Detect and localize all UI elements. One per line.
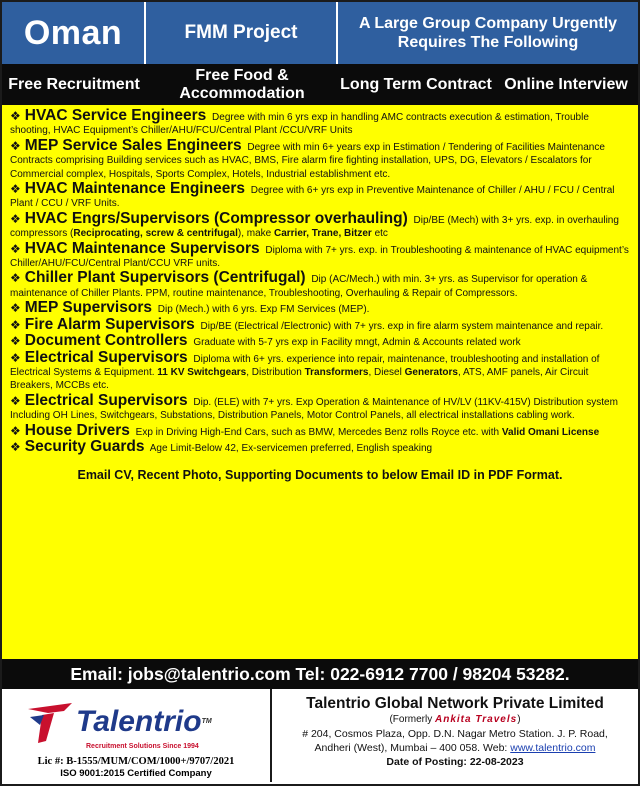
diamond-bullet-icon: ❖ <box>10 439 21 454</box>
job-description: , Diesel <box>368 366 405 378</box>
company-name: Talentrio Global Network Private Limited <box>306 695 604 712</box>
job-listing <box>10 136 630 181</box>
logo-wordmark-text: Talentrio <box>76 705 202 738</box>
company-address <box>272 727 638 755</box>
job-title: HVAC Service Engineers <box>24 107 207 124</box>
formerly-line <box>272 714 638 725</box>
benefit-online-interview: Online Interview <box>504 75 628 93</box>
email-instruction: Email CV, Recent Photo, Supporting Documents to below Email ID in PDF Format. <box>77 468 563 483</box>
job-description: Dip (AC/Mech.) with min. 3+ yrs. as Supervisor for operation & maintenance of Chiller Plants. PPM, routine maintenance, Troubleshooting, Overhauling & Repair of Compressors. <box>10 274 588 299</box>
website-link[interactable]: www.talentrio.com <box>510 742 596 754</box>
job-listing <box>10 315 630 333</box>
job-title: Security Guards <box>24 437 145 455</box>
job-title: Document Controllers <box>24 332 188 350</box>
diamond-bullet-icon: ❖ <box>10 317 21 332</box>
job-listing <box>10 437 630 455</box>
diamond-bullet-icon: ❖ <box>10 211 21 226</box>
job-description: Age Limit-Below 42, Ex-servicemen preferred, English speaking <box>149 442 433 454</box>
talentrio-logo-icon <box>24 699 76 745</box>
job-description: Degree with min 6+ years exp in Estimation / Tendering of Facilities Maintenance Contracts comprising Building services such as HVAC, BMS, Fire alarm fire fighting installation, UPS, DG, Elevators / Escalators for Commercial complex, Hospitals, Sports Complex, Hotels, Industrial establishment etc. <box>10 141 605 180</box>
job-listing <box>10 301 630 316</box>
license-number: Lic #: B-1555/MUM/COM/1000+/9707/2021 <box>37 756 235 767</box>
job-description: Dip/BE (Mech) with 3+ yrs. exp. in overhauling compressors ( <box>10 214 619 240</box>
job-listing <box>10 239 630 271</box>
job-listing <box>10 109 630 138</box>
country-title: Oman <box>2 2 146 64</box>
job-title: MEP Supervisors <box>24 299 152 317</box>
diamond-bullet-icon: ❖ <box>10 271 21 286</box>
trademark-symbol: TM <box>201 718 212 725</box>
job-title: Electrical Supervisors <box>24 348 188 366</box>
formerly-prefix: (Formerly <box>389 714 436 725</box>
job-listing <box>10 209 630 241</box>
switchgear-spec: 11 KV Switchgears <box>157 366 247 378</box>
footer <box>2 689 638 782</box>
job-listing <box>10 182 630 211</box>
job-description: Dip (Mech.) with 6 yrs. Exp FM Services (MEP). <box>157 304 370 316</box>
job-description: Diploma with 6+ yrs. experience into repair, maintenance, troubleshooting and installation of Electrical Systems & Equipment. <box>10 353 600 378</box>
job-description: Exp in Driving High-End Cars, such as BMW, Mercedes Benz rolls Royce etc. with <box>135 426 502 438</box>
job-description: Degree with 6+ yrs exp in Preventive Maintenance of Chiller / AHU / FCU / Central Plant / CCU / VRF Units. <box>10 185 615 210</box>
job-description: , Distribution <box>246 366 305 378</box>
footer-left <box>2 689 272 782</box>
benefit-free-recruitment: Free Recruitment <box>8 75 140 93</box>
license-requirement: Valid Omani License <box>501 426 600 438</box>
job-description: Dip. (ELE) with 7+ yrs. Exp Operation & Maintenance of HV/LV (11KV-415V) Distribution system Including OH Lines, Switchgears, Substations, Distribution Panels, Motor Control Panels, all electrical installations cabling work. <box>10 396 618 422</box>
posting-date: Date of Posting: 22-08-2023 <box>386 756 524 768</box>
benefit-long-term-contract: Long Term Contract <box>340 75 492 93</box>
job-description: Diploma with 7+ yrs. exp. in Troubleshooting & maintenance of HVAC equipment’s Chiller/AHU/FCU/Central Plant/CCU VRF units. <box>10 244 629 270</box>
address-line-2: Andheri (West), Mumbai – 400 058. Web: <box>314 742 511 754</box>
diamond-bullet-icon: ❖ <box>10 109 21 123</box>
diamond-bullet-icon: ❖ <box>10 301 21 316</box>
job-listing <box>10 334 630 349</box>
logo-wordmark <box>76 707 212 737</box>
company-logo <box>2 689 270 745</box>
contact-bar: Email: jobs@talentrio.com Tel: 022-6912 7700 / 98204 53282. <box>2 659 638 689</box>
job-listing <box>10 348 630 393</box>
footer-right <box>272 689 638 782</box>
benefits-row <box>2 64 638 105</box>
diamond-bullet-icon: ❖ <box>10 423 21 438</box>
job-title: Fire Alarm Supervisors <box>24 315 195 333</box>
job-title: HVAC Engrs/Supervisors (Compressor overhauling) <box>24 209 408 227</box>
job-description: etc <box>371 228 388 240</box>
header <box>2 2 638 64</box>
iso-certification: ISO 9001:2015 Certified Company <box>60 768 212 779</box>
job-listing <box>10 421 630 439</box>
jobs-panel <box>2 105 638 659</box>
diamond-bullet-icon: ❖ <box>10 138 21 153</box>
job-listing <box>10 391 630 423</box>
formerly-suffix: ) <box>517 714 521 725</box>
transformers-spec: Transformers <box>304 366 369 378</box>
diamond-bullet-icon: ❖ <box>10 334 21 349</box>
job-description: ), make <box>237 228 274 240</box>
project-title: FMM Project <box>146 2 338 64</box>
job-listing <box>10 271 630 300</box>
diamond-bullet-icon: ❖ <box>10 241 21 256</box>
address-line-1: # 204, Cosmos Plaza, Opp. D.N. Nagar Metro Station. J. P. Road, <box>302 728 608 740</box>
job-title: MEP Service Sales Engineers <box>24 136 242 154</box>
job-description: Graduate with 5-7 yrs exp in Facility mngt, Admin & Accounts related work <box>193 337 521 349</box>
benefit-food-accommodation: Free Food & Accommodation <box>179 66 305 102</box>
job-title: Electrical Supervisors <box>24 391 188 409</box>
job-title: Chiller Plant Supervisors (Centrifugal) <box>24 269 306 287</box>
job-description: Dip/BE (Electrical /Electronic) with 7+ yrs. exp in fire alarm system maintenance and repair. <box>200 320 604 332</box>
job-description: Degree with min 6 yrs exp in handling AMC contracts execution & estimation, Trouble shooting, HVAC Equipment’s Chiller/AHU/FCU/Central Plant /CCU/VRF Units <box>10 112 589 137</box>
logo-tagline: Recruitment Solutions Since 1994 <box>86 743 199 750</box>
diamond-bullet-icon: ❖ <box>10 393 21 408</box>
job-title: House Drivers <box>24 421 130 439</box>
compressor-types: Reciprocating, screw & centrifugal <box>73 228 238 240</box>
former-company-name: Ankita Travels <box>435 714 518 725</box>
header-tagline: A Large Group Company Urgently Requires The Following <box>338 2 638 64</box>
job-description: , ATS, AMF panels, Air Circuit Breakers, MCCBs etc. <box>10 366 589 392</box>
job-title: HVAC Maintenance Engineers <box>24 180 245 198</box>
diamond-bullet-icon: ❖ <box>10 350 21 365</box>
compressor-makes: Carrier, Trane, Bitzer <box>273 228 372 240</box>
generators-spec: Generators <box>404 366 458 378</box>
job-title: HVAC Maintenance Supervisors <box>24 239 260 257</box>
diamond-bullet-icon: ❖ <box>10 182 21 197</box>
